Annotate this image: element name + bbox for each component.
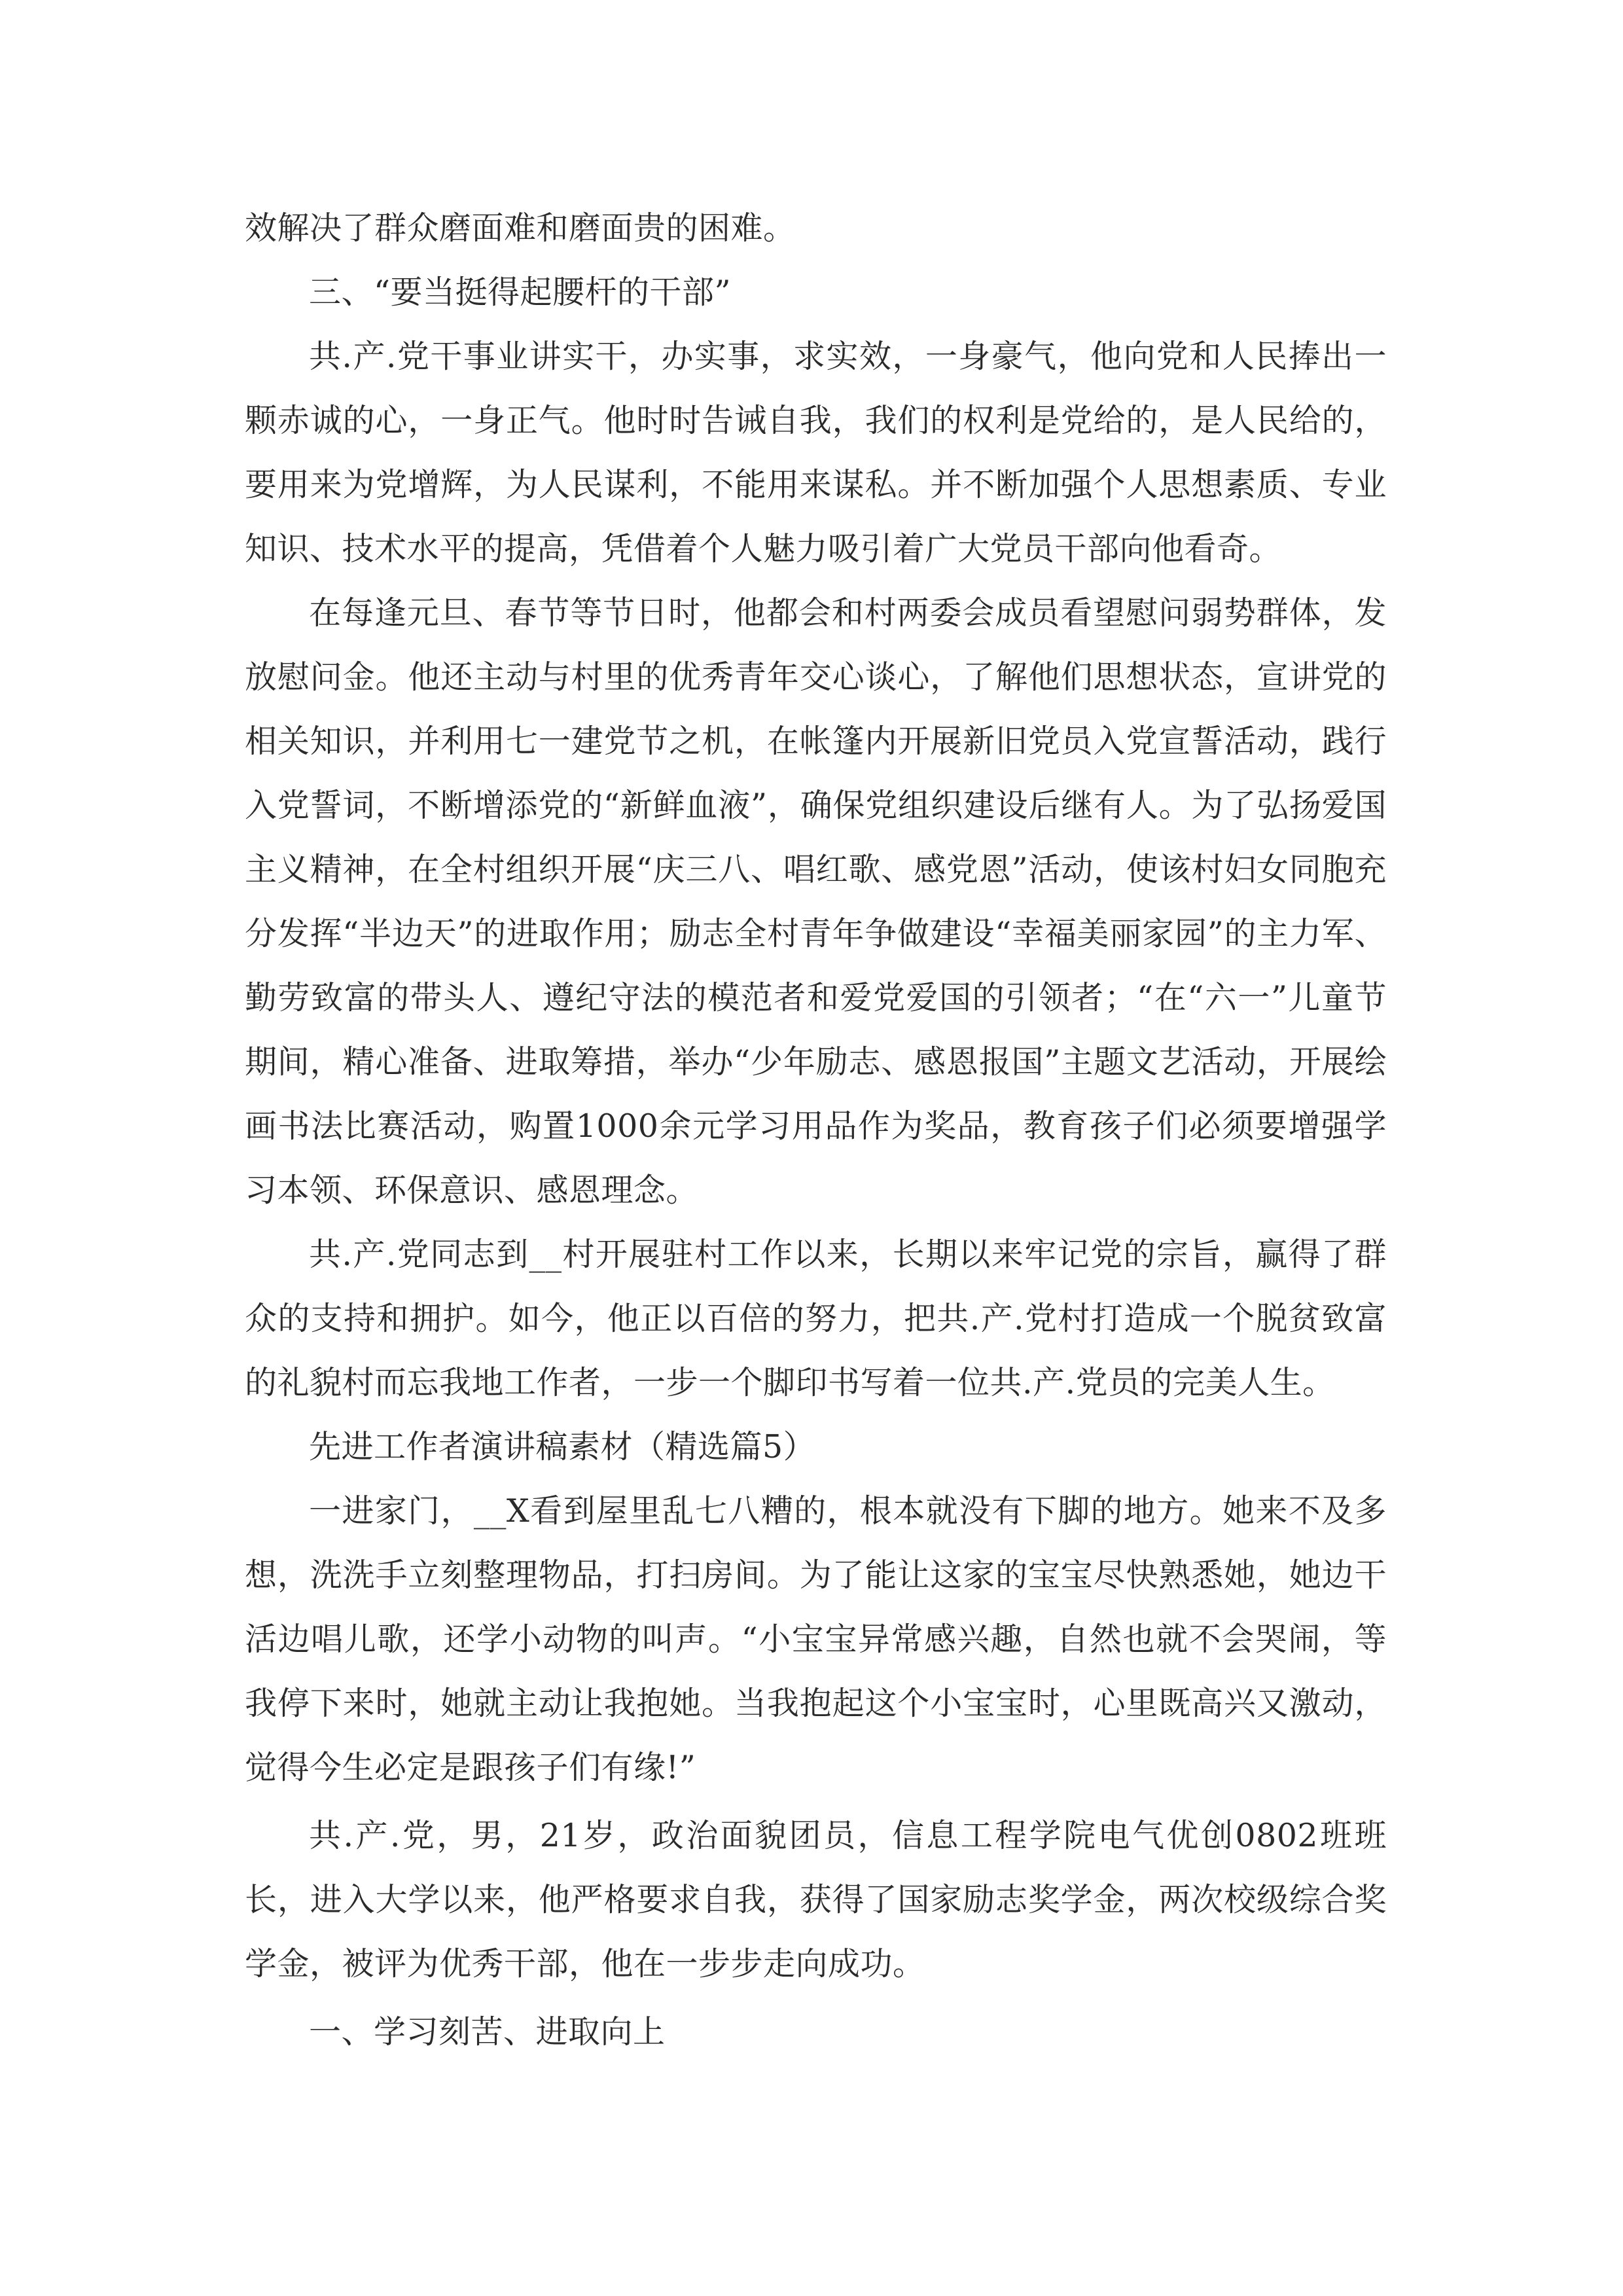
paragraph-home-visit: 一进家门，__X看到屋里乱七八糟的，根本就没有下脚的地方。她来不及多想，洗洗手立刻整理物品，打扫房间。为了能让这家的宝宝尽快熟悉她，她边干活边唱儿歌，还学小动物的叫声。“小宝宝异常感兴趣，自然也就不会哭闹，等我停下来时，她就主动让我抱她。当我抱起这个小宝宝时，心里既高兴又激动，觉得今生必定是跟孩子们有缘!” (245, 1492, 1387, 1786)
paragraph-village-work: 共.产.党同志到__村开展驻村工作以来，长期以来牢记党的宗旨，赢得了群众的支持和拥护。如今，他正以百倍的努力，把共.产.党村打造成一个脱贫致富的礼貌村而忘我地工作者，一步一个脚印书写着一位共.产.党员的完美人生。 (245, 1236, 1387, 1401)
paragraph-student-profile: 共.产.党，男，21岁，政治面貌团员，信息工程学院电气优创0802班班长，进入大学以来，他严格要求自我，获得了国家励志奖学金，两次校级综合奖学金，被评为优秀干部，他在一步步走向成功。 (245, 1817, 1387, 1982)
section-heading-1: 一、学习刻苦、进取向上 (309, 2013, 666, 2051)
section-heading-3: 三、“要当挺得起腰杆的干部” (309, 274, 732, 311)
paragraph-holiday-activities: 在每逢元旦、春节等节日时，他都会和村两委会成员看望慰问弱势群体，发放慰问金。他还主动与村里的优秀青年交心谈心，了解他们思想状态，宣讲党的相关知识，并利用七一建党节之机，在帐篷内开展新旧党员入党宣誓活动，践行入党誓词，不断增添党的“新鲜血液”，确保党组织建设后继有人。为了弘扬爱国主义精神，在全村组织开展“庆三八、唱红歌、感党恩”活动，使该村妇女同胞充分发挥“半边天”的进取作用；励志全村青年争做建设“幸福美丽家园”的主力军、勤劳致富的带头人、遵纪守法的模范者和爱党爱国的引领者；“在“六一”儿童节期间，精心准备、进取筹措，举办“少年励志、感恩报国”主题文艺活动，开展绘画书法比赛活动，购置1000余元学习用品作为奖品，教育孩子们必须要增强学习本领、环保意识、感恩理念。 (245, 594, 1387, 1209)
paragraph-practical-work: 共.产.党干事业讲实干，办实事，求实效，一身豪气，他向党和人民捧出一颗赤诚的心，一身正气。他时时告诫自我，我们的权利是党给的，是人民给的，要用来为党增辉，为人民谋利，不能用来谋私。并不断加强个人思想素质、专业知识、技术水平的提高，凭借着个人魅力吸引着广大党员干部向他看奇。 (245, 338, 1387, 567)
paragraph-continuation: 效解决了群众磨面难和磨面贵的困难。 (245, 209, 796, 247)
document-body (245, 196, 1387, 2064)
article-title-part-5: 先进工作者演讲稿素材（精选篇5） (309, 1428, 816, 1465)
